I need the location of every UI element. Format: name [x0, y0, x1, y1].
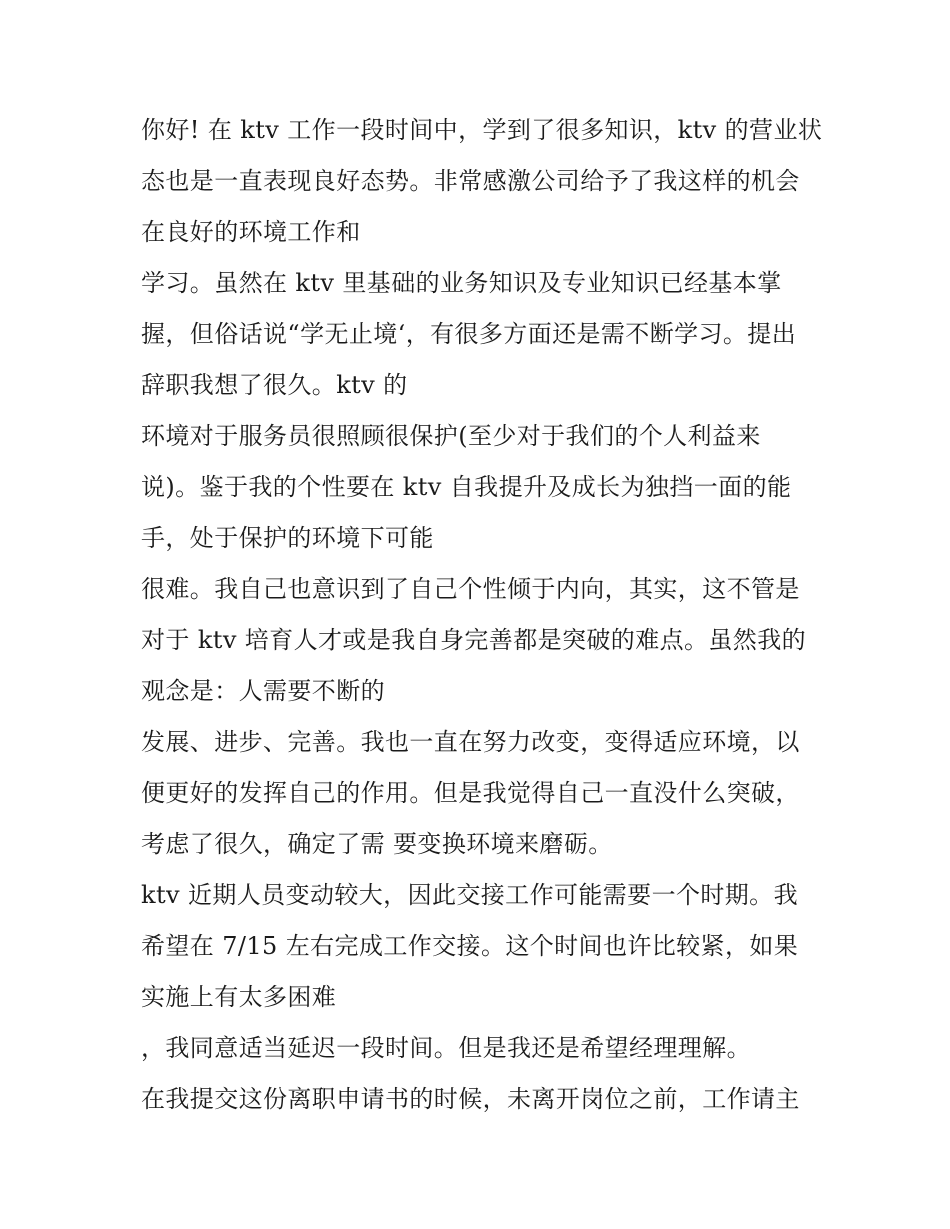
text-line: 实施上有太多困难 — [141, 983, 337, 1011]
text-line: 希望在 7/15 左右完成工作交接。这个时间也许比较紧，如果 — [141, 932, 799, 960]
text-line: ，我同意适当延迟一段时间。但是我还是希望经理理解。 — [141, 1034, 751, 1062]
text-line: 对于 ktv 培育人才或是我自身完善都是突破的难点。虽然我的 — [141, 626, 807, 654]
text-line: 环境对于服务员很照顾很保护(至少对于我们的个人利益来 — [141, 422, 761, 450]
text-line: 握，但俗话说“学无止境‘，有很多方面还是需不断学习。提出 — [141, 320, 797, 348]
text-line: 在良好的环境工作和 — [141, 218, 361, 246]
text-line: 你好! 在 ktv 工作一段时间中，学到了很多知识，ktv 的营业状 — [141, 116, 823, 144]
text-line: 辞职我想了很久。ktv 的 — [141, 371, 408, 399]
text-line: 考虑了很久，确定了需 要变换环境来磨砺。 — [141, 830, 613, 858]
text-line: 在我提交这份离职申请书的时候，未离开岗位之前，工作请主 — [141, 1085, 800, 1113]
text-line: 说)。鉴于我的个性要在 ktv 自我提升及成长为独挡一面的能 — [141, 473, 792, 501]
text-line: 学习。虽然在 ktv 里基础的业务知识及专业知识已经基本掌 — [141, 269, 782, 297]
text-line: 发展、进步、完善。我也一直在努力改变，变得适应环境，以 — [141, 728, 800, 756]
text-line: 便更好的发挥自己的作用。但是我觉得自己一直没什么突破， — [141, 779, 800, 807]
text-line: 观念是：人需要不断的 — [141, 677, 385, 705]
text-line: ktv 近期人员变动较大，因此交接工作可能需要一个时期。我 — [141, 881, 798, 909]
text-line: 手，处于保护的环境下可能 — [141, 524, 434, 552]
text-line: 态也是一直表现良好态势。非常感激公司给予了我这样的机会 — [141, 167, 800, 195]
document-body — [141, 105, 821, 1125]
text-line: 很难。我自己也意识到了自己个性倾于内向，其实，这不管是 — [141, 575, 800, 603]
